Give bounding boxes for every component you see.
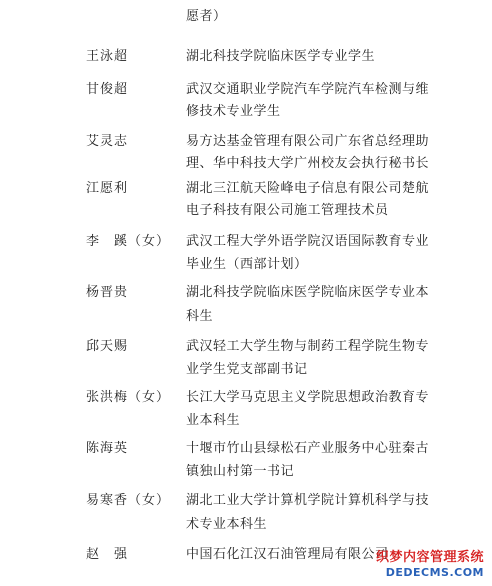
person-description-line: 长江大学马克思主义学院思想政治教育专 (186, 390, 430, 405)
person-description-line: 湖北科技学院临床医学院临床医学专业本 (186, 285, 430, 300)
person-description-line: 科生 (186, 309, 214, 324)
person-description-line: 修技术专业学生 (186, 104, 281, 119)
person-name: 邱天赐 (86, 339, 129, 354)
person-description-line: 术专业本科生 (186, 517, 268, 532)
person-name: 艾灵志 (86, 134, 129, 149)
watermark-domain: DEDECMS.COM (385, 566, 484, 579)
person-name: 江愿利 (86, 181, 129, 196)
person-name: 李 蹊（女） (86, 234, 171, 249)
person-name: 赵 强 (86, 547, 129, 562)
person-description-line: 理、华中科技大学广州校友会执行秘书长 (186, 156, 430, 171)
person-description-line: 湖北三江航天险峰电子信息有限公司楚航 (186, 181, 430, 196)
intro-line: 愿者） (186, 9, 227, 24)
person-description-line: 武汉轻工大学生物与制药工程学院生物专 (186, 339, 430, 354)
person-description-line: 毕业生（西部计划） (186, 257, 308, 272)
person-description-line: 业学生党支部副书记 (186, 362, 308, 377)
person-description-line: 十堰市竹山县绿松石产业服务中心驻秦古 (186, 441, 430, 456)
watermark (376, 550, 484, 580)
person-description-line: 湖北工业大学计算机学院计算机科学与技 (186, 493, 430, 508)
person-name: 陈海英 (86, 441, 129, 456)
person-description-line: 电子科技有限公司施工管理技术员 (186, 203, 389, 218)
person-name: 王泳超 (86, 49, 129, 64)
person-description-line: 镇独山村第一书记 (186, 464, 295, 479)
person-name: 张洪梅（女） (86, 390, 171, 405)
watermark-title: 织梦内容管理系统 (375, 550, 484, 565)
person-name: 甘俊超 (86, 82, 129, 97)
person-description-line: 易方达基金管理有限公司广东省总经理助 (186, 134, 430, 149)
person-description-line: 湖北科技学院临床医学专业学生 (186, 49, 376, 64)
person-name: 杨晋贵 (86, 285, 129, 300)
person-description-line: 武汉工程大学外语学院汉语国际教育专业 (186, 234, 430, 249)
person-name: 易寒香（女） (86, 493, 171, 508)
person-description-line: 武汉交通职业学院汽车学院汽车检测与维 (186, 82, 430, 97)
person-description-line: 业本科生 (186, 413, 241, 428)
person-description-line: 中国石化江汉石油管理局有限公司 (186, 547, 389, 562)
